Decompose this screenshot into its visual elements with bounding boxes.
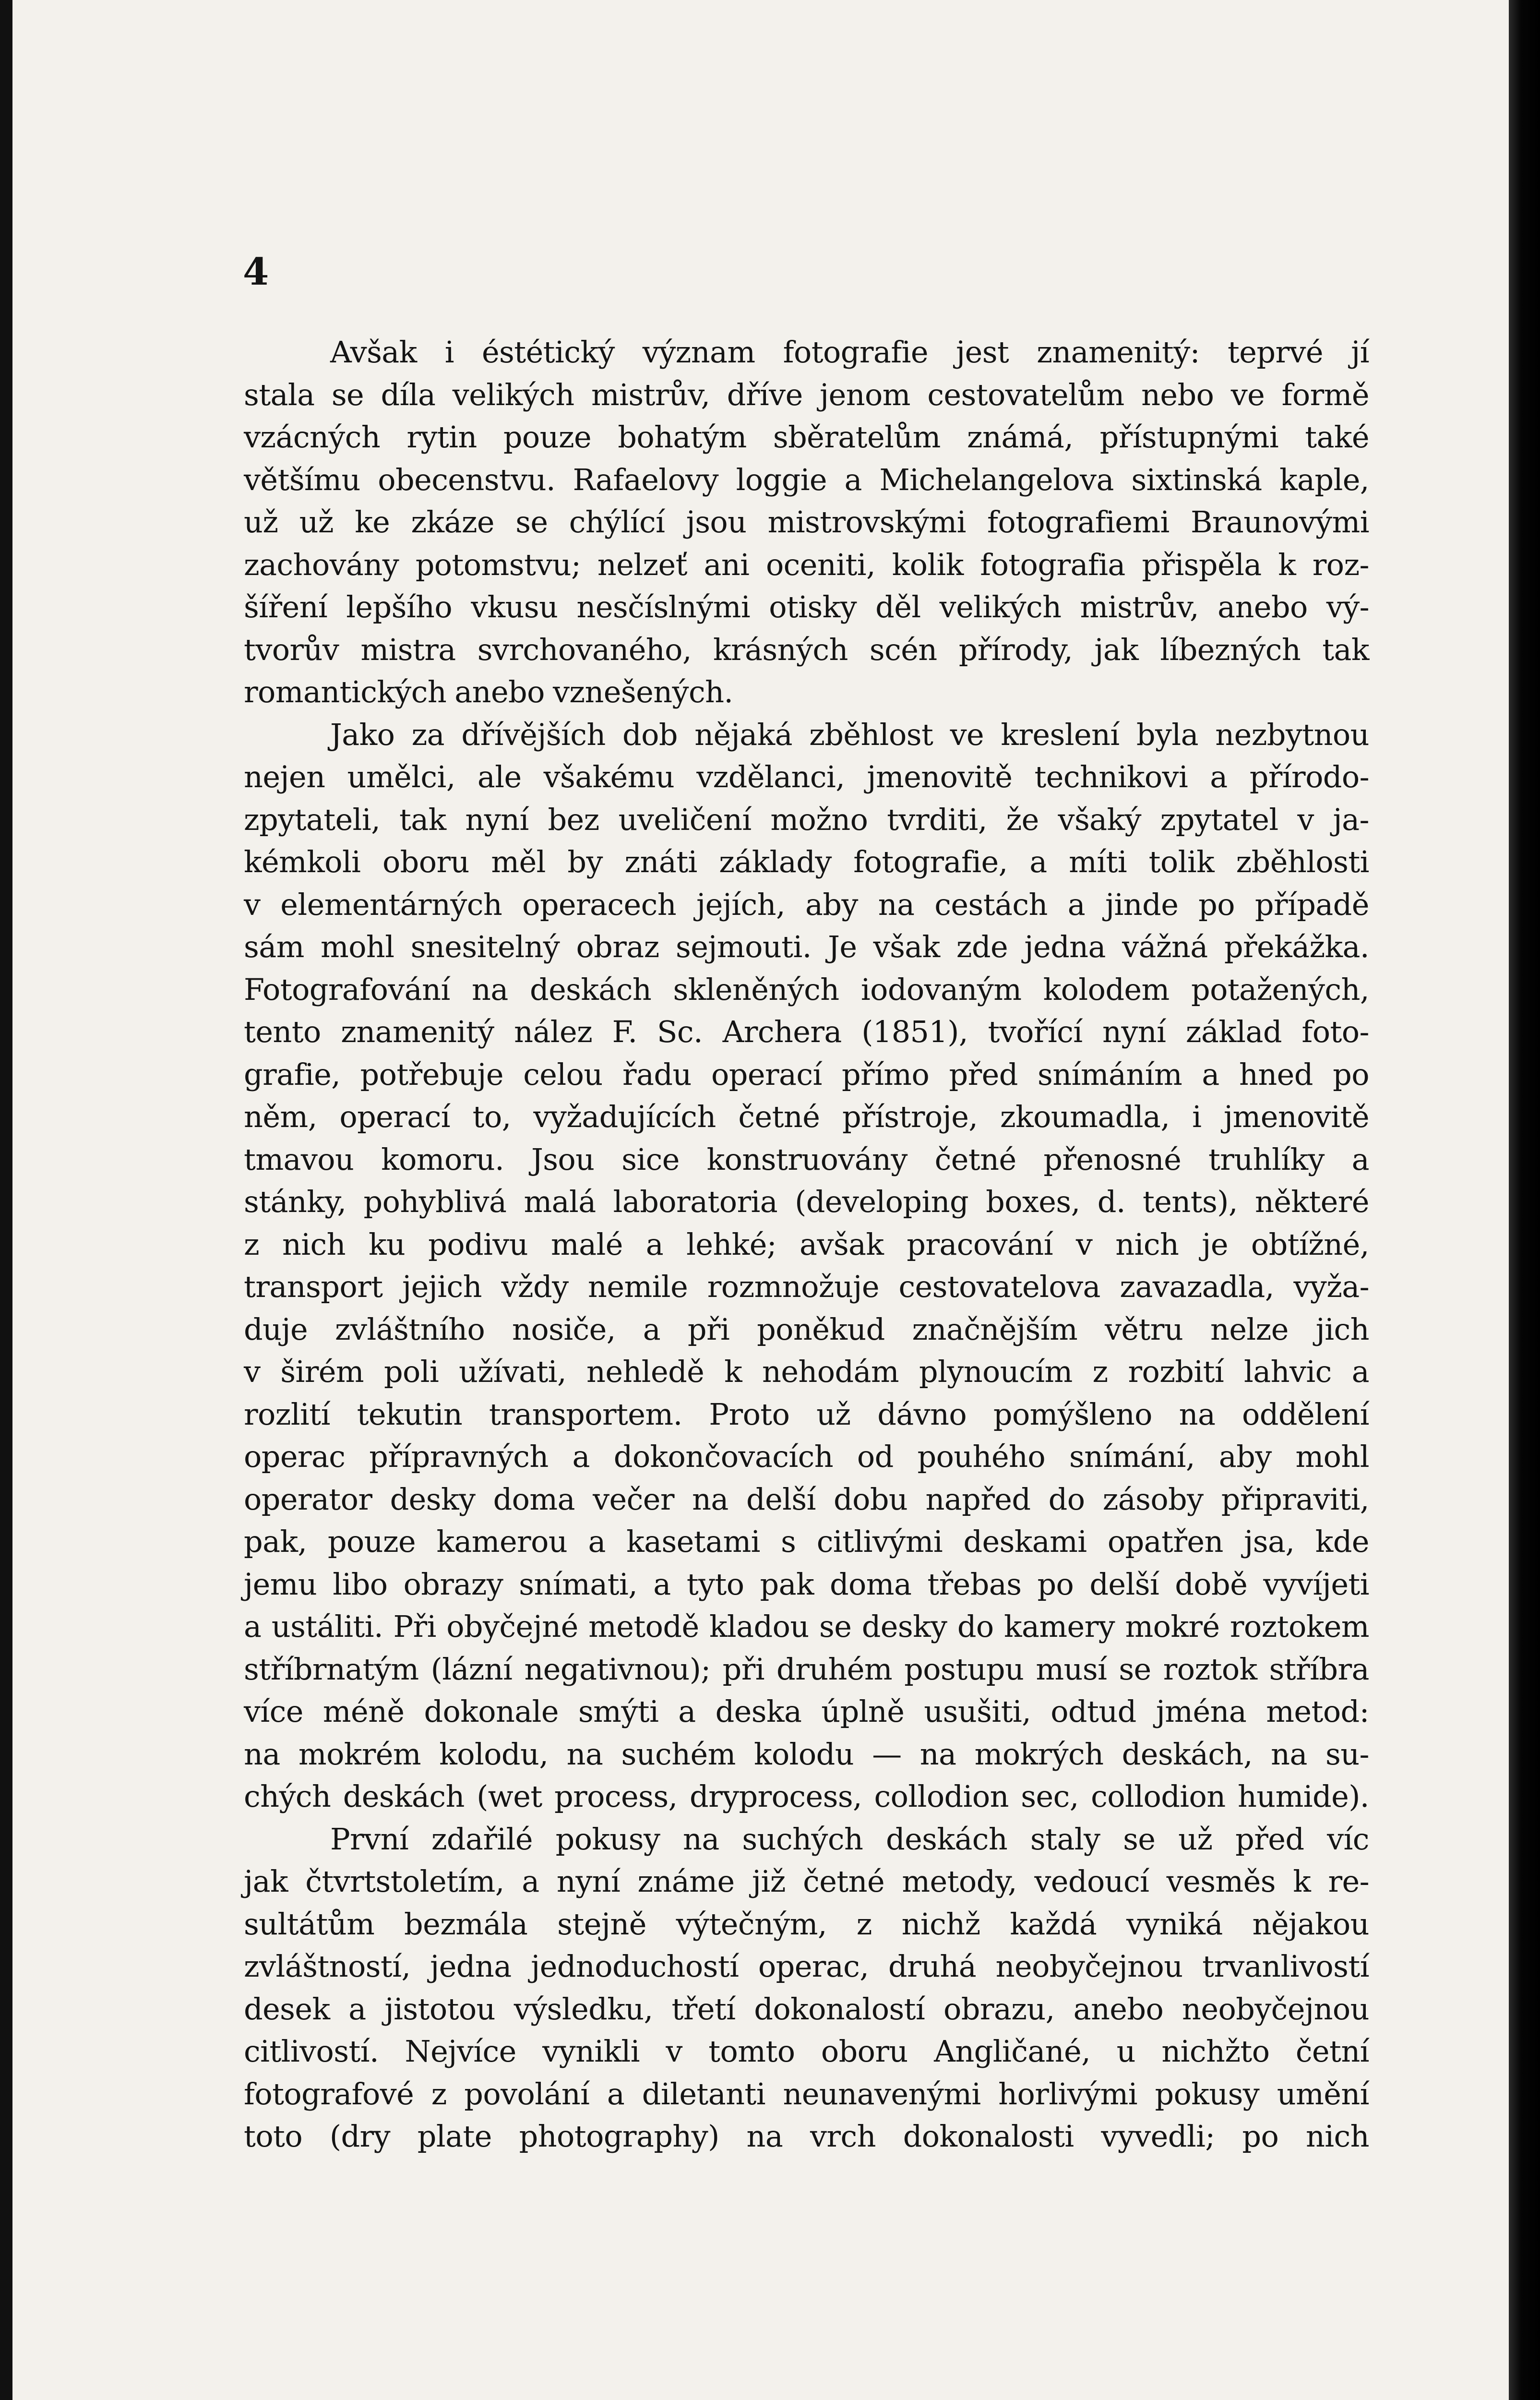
text-line: Avšak i éstétický význam fotografie jest znamenitý: teprvé jí <box>330 335 1369 370</box>
text-line: chých deskách (wet process, dryprocess, collodion sec, collodion humide). <box>244 1779 1369 1814</box>
text-line: rozlití tekutin transportem. Proto už dávno pomýšleno na oddělení <box>244 1396 1369 1432</box>
text-line: z nich ku podivu malé a lehké; avšak pracování v nich je obtížné, <box>244 1226 1369 1262</box>
text-line: tvorův mistra svrchovaného, krásných scén přírody, jak líbezných tak <box>244 632 1369 667</box>
text-line: nejen umělci, ale všakému vzdělanci, jmenovitě technikovi a přírodo- <box>244 759 1369 794</box>
text-line: kémkoli oboru měl by znáti základy fotografie, a míti tolik zběhlosti <box>244 844 1369 879</box>
text-line: sultátům bezmála stejně výtečným, z nichž každá vyniká nějakou <box>244 1906 1369 1942</box>
text-line: stříbrnatým (lázní negativnou); při druhém postupu musí se roztok stříbra <box>244 1651 1369 1687</box>
text-line: v elementárných operacech jejích, aby na cestách a jinde po případě <box>244 887 1369 922</box>
text-line: tmavou komoru. Jsou sice konstruovány četné přenosné truhlíky a <box>244 1141 1369 1177</box>
text-line: Jako za dřívějších dob nějaká zběhlost ve kreslení byla nezbytnou <box>330 717 1369 752</box>
text-line: jak čtvrtstoletím, a nyní známe již četné metody, vedoucí vesměs k re- <box>244 1864 1369 1899</box>
text-line: zvláštností, jedna jednoduchostí operac, druhá neobyčejnou trvanlivostí <box>244 1949 1369 1984</box>
text-line: toto (dry plate photography) na vrch dokonalosti vyvedli; po nich <box>244 2119 1369 2154</box>
page-number: 4 <box>243 250 269 294</box>
text-line: citlivostí. Nejvíce vynikli v tomto oboru Angličané, u nichžto četní <box>244 2034 1369 2069</box>
text-line: pak, pouze kamerou a kasetami s citlivými deskami opatřen jsa, kde <box>244 1524 1369 1559</box>
text-line: šíření lepšího vkusu nesčíslnými otisky děl velikých mistrův, anebo vý- <box>244 589 1369 624</box>
text-line: desek a jistotou výsledku, třetí dokonalostí obrazu, anebo neobyčejnou <box>244 1991 1369 2027</box>
text-line: něm, operací to, vyžadujících četné přístroje, zkoumadla, i jmenovitě <box>244 1099 1369 1134</box>
text-line: zachovány potomstvu; nelzeť ani oceniti, kolik fotografia přispěla k roz- <box>244 547 1369 582</box>
text-line: stánky, pohyblivá malá laboratoria (developing boxes, d. tents), některé <box>244 1184 1369 1219</box>
text-line: romantických anebo vznešených. <box>244 674 733 709</box>
text-line: Fotografování na deskách skleněných iodovaným kolodem potažených, <box>244 972 1369 1007</box>
text-line: operac přípravných a dokončovacích od pouhého snímání, aby mohl <box>244 1439 1369 1474</box>
scan-border-left <box>0 0 12 2400</box>
text-line: a ustáliti. Při obyčejné metodě kladou se desky do kamery mokré roztokem <box>244 1609 1369 1644</box>
text-line: vzácných rytin pouze bohatým sběratelům známá, přístupnými také <box>244 420 1369 455</box>
text-line: transport jejich vždy nemile rozmnožuje cestovatelova zavazadla, vyža- <box>244 1269 1369 1304</box>
text-line: operator desky doma večer na delší dobu napřed do zásoby připraviti, <box>244 1481 1369 1517</box>
text-line: více méně dokonale smýti a deska úplně usušiti, odtud jména metod: <box>244 1694 1369 1729</box>
text-line: tento znamenitý nález F. Sc. Archera (1851), tvořící nyní základ foto- <box>244 1014 1369 1049</box>
text-line: duje zvláštního nosiče, a při poněkud značnějším větru nelze jich <box>244 1311 1369 1347</box>
text-line: zpytateli, tak nyní bez uveličení možno tvrditi, že všaký zpytatel v ja- <box>244 802 1369 837</box>
text-line: grafie, potřebuje celou řadu operací přímo před snímáním a hned po <box>244 1056 1369 1092</box>
text-line: První zdařilé pokusy na suchých deskách staly se už před víc <box>330 1821 1369 1857</box>
text-line: většímu obecenstvu. Rafaelovy loggie a Michelangelova sixtinská kaple, <box>244 462 1369 497</box>
text-line: na mokrém kolodu, na suchém kolodu — na mokrých deskách, na su- <box>244 1736 1369 1772</box>
text-line: už už ke zkáze se chýlící jsou mistrovskými fotografiemi Braunovými <box>244 504 1369 540</box>
text-line: jemu libo obrazy snímati, a tyto pak doma třebas po delší době vyvíjeti <box>244 1566 1369 1602</box>
text-line: fotografové z povolání a diletanti neunavenými horlivými pokusy umění <box>244 2076 1369 2112</box>
text-line: v širém poli užívati, nehledě k nehodám plynoucím z rozbití lahvic a <box>244 1354 1369 1389</box>
body-text <box>244 331 1369 2158</box>
scan-border-right <box>1509 0 1540 2400</box>
text-line: sám mohl snesitelný obraz sejmouti. Je však zde jedna vážná překážka. <box>244 929 1369 964</box>
text-line: stala se díla velikých mistrův, dříve jenom cestovatelům nebo ve formě <box>244 377 1369 412</box>
